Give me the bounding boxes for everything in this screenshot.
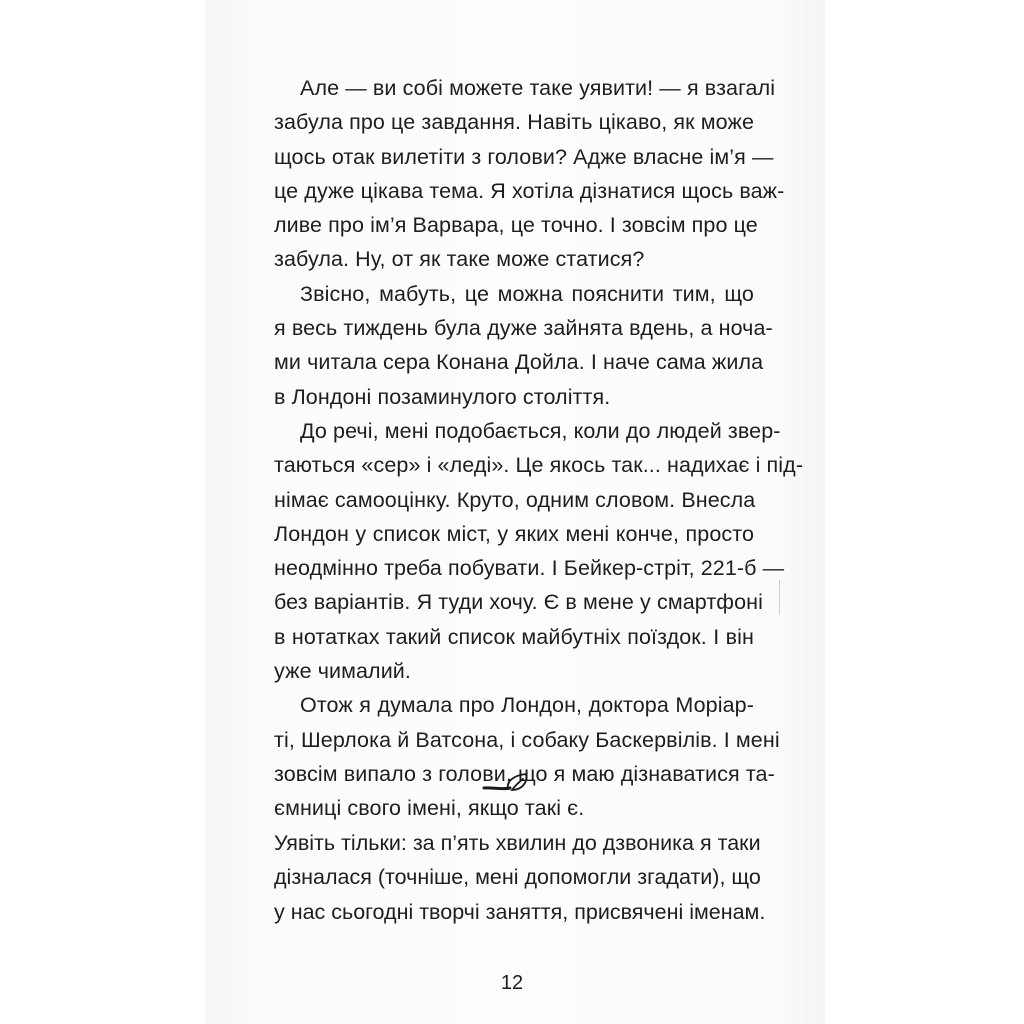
- text-line: Лондон у список міст, у яких мені конче, просто: [274, 521, 754, 546]
- text-line: Але — ви собі можете таке уявити! — я взагалі: [300, 76, 776, 100]
- text-line: в Лондоні позаминулого століття.: [274, 384, 611, 409]
- text-line: ємниці свого імені, якщо такі є.: [274, 796, 585, 821]
- text-line: Отож я думала про Лондон, доктора Моріар-: [300, 693, 754, 718]
- text-line: у нас сьогодні творчі заняття, присвячені іменам.: [274, 899, 766, 924]
- text-line: забула про це завдання. Навіть цікаво, як може: [274, 110, 754, 135]
- text-line: До речі, мені подобається, коли до людей звер-: [300, 418, 781, 443]
- text-line: ті, Шерлока й Ватсона, і собаку Баскервілів. І мені: [274, 727, 780, 752]
- text-line: дізналася (точніше, мені допомогли згадати), що: [274, 865, 761, 890]
- text-line: таються «сер» і «леді». Це якось так... надихає і під-: [274, 453, 804, 478]
- text-line: ми читала сера Конана Дойла. І наче сама жила: [274, 350, 764, 375]
- text-line: зовсім випало з голови, що я маю дізнаватися та-: [274, 761, 775, 786]
- text-line: німає самооцінку. Круто, одним словом. Внесла: [274, 487, 756, 512]
- paragraph-5: [274, 826, 766, 929]
- page-body: [274, 71, 804, 826]
- paragraph-3: [274, 414, 804, 688]
- text-line: уже чималий.: [274, 659, 411, 684]
- text-line: Звісно, мабуть, це можна пояснити тим, що: [300, 281, 754, 306]
- text-line: я весь тиждень була дуже зайнята вдень, а ноча-: [274, 316, 773, 341]
- margin-mark: [779, 580, 780, 614]
- text-line: неодмінно треба побувати. І Бейкер-стріт, 221-б —: [274, 556, 785, 581]
- leaf-ornament-icon: [482, 770, 542, 798]
- text-line: Уявіть тільки: за п’ять хвилин до дзвоника я таки: [274, 831, 761, 855]
- paragraph-2: [274, 277, 773, 414]
- text-line: в нотатках такий список майбутніх поїздок. І він: [274, 624, 754, 649]
- text-line: без варіантів. Я туди хочу. Є в мене у смартфоні: [274, 590, 763, 615]
- text-line: щось отак вилетіти з голови? Адже власне ім’я —: [274, 144, 774, 169]
- paragraph-1: [274, 71, 785, 277]
- page-number: 12: [500, 972, 524, 994]
- text-line: це дуже цікава тема. Я хотіла дізнатися щось важ-: [274, 178, 785, 203]
- paragraph-after-break: [274, 826, 766, 929]
- text-line: забула. Ну, от як таке може статися?: [274, 247, 645, 272]
- paragraph-4: [274, 688, 780, 825]
- text-line: ливе про ім’я Варвара, це точно. І зовсім про це: [274, 213, 758, 238]
